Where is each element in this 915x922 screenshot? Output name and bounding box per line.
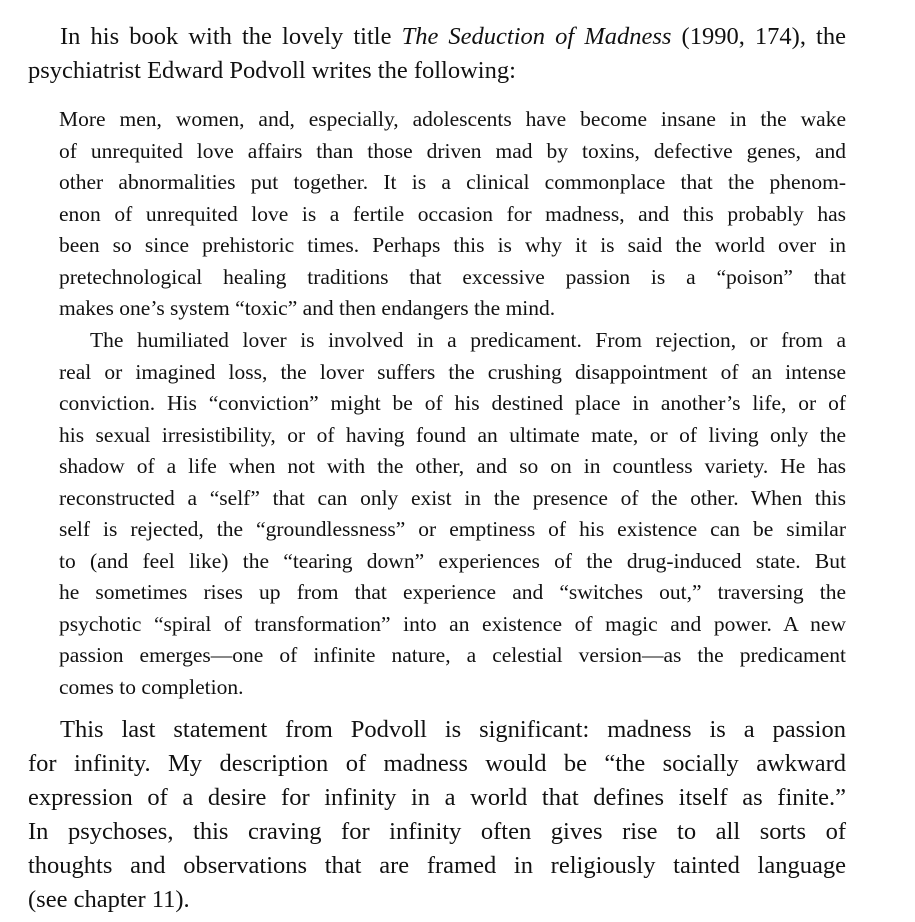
text-line: real or imagined loss, the lover suffers the crushing disappointment of an intense	[59, 359, 846, 384]
intro-paragraph	[28, 20, 846, 88]
text-line: In psychoses, this craving for infinity often gives rise to all sorts of	[28, 818, 846, 845]
block-quote-paragraph-1	[59, 104, 846, 325]
intro-text-before-title: In his book with the lovely title	[60, 23, 402, 50]
text-line: This last statement from Podvoll is significant: madness is a passion	[60, 716, 846, 743]
text-line: makes one’s system “toxic” and then endangers the mind.	[59, 296, 556, 320]
text-line: psychiatrist Edward Podvoll writes the following:	[28, 57, 516, 84]
text-line	[28, 20, 846, 54]
text-line: (see chapter 11).	[28, 886, 190, 913]
text-line: of unrequited love affairs than those driven mad by toxins, defective genes, and	[59, 138, 846, 163]
text-line: his sexual irresistibility, or of having found an ultimate mate, or of living only the	[59, 422, 846, 447]
text-line: reconstructed a “self” that can only exist in the presence of the other. When this	[59, 485, 846, 510]
book-title: The Seduction of Madness	[401, 23, 672, 50]
intro-citation: (1990, 174), the	[671, 23, 846, 50]
text-line: self is rejected, the “groundlessness” or emptiness of his existence can be similar	[59, 517, 846, 541]
closing-paragraph	[28, 713, 846, 917]
text-line: shadow of a life when not with the other, and so on in countless variety. He has	[59, 454, 846, 478]
text-line: to (and feel like) the “tearing down” experiences of the drug-induced state. But	[59, 548, 846, 573]
text-line: other abnormalities put together. It is a clinical commonplace that the phenom-	[59, 170, 846, 194]
text-line: comes to completion.	[59, 674, 244, 699]
text-line: been so since prehistoric times. Perhaps this is why it is said the world over in	[59, 233, 846, 257]
text-line: conviction. His “conviction” might be of his destined place in another’s life, or of	[59, 391, 846, 415]
text-line: passion emerges—one of infinite nature, a celestial version—as the predicament	[59, 643, 846, 667]
text-line: he sometimes rises up from that experience and “switches out,” traversing the	[59, 580, 846, 604]
text-line: More men, women, and, especially, adolescents have become insane in the wake	[59, 107, 846, 131]
text-line: pretechnological healing traditions that excessive passion is a “poison” that	[59, 264, 846, 289]
text-line: for infinity. My description of madness would be “the socially awkward	[28, 750, 846, 777]
text-line: thoughts and observations that are framed in religiously tainted language	[28, 852, 846, 879]
text-line: The humiliated lover is involved in a predicament. From rejection, or from a	[90, 328, 846, 352]
block-quote-paragraph-2	[59, 325, 846, 703]
text-line: psychotic “spiral of transformation” into an existence of magic and power. A new	[59, 611, 846, 636]
text-line: expression of a desire for infinity in a world that defines itself as finite.”	[28, 784, 846, 811]
text-line: enon of unrequited love is a fertile occasion for madness, and this probably has	[59, 201, 846, 226]
